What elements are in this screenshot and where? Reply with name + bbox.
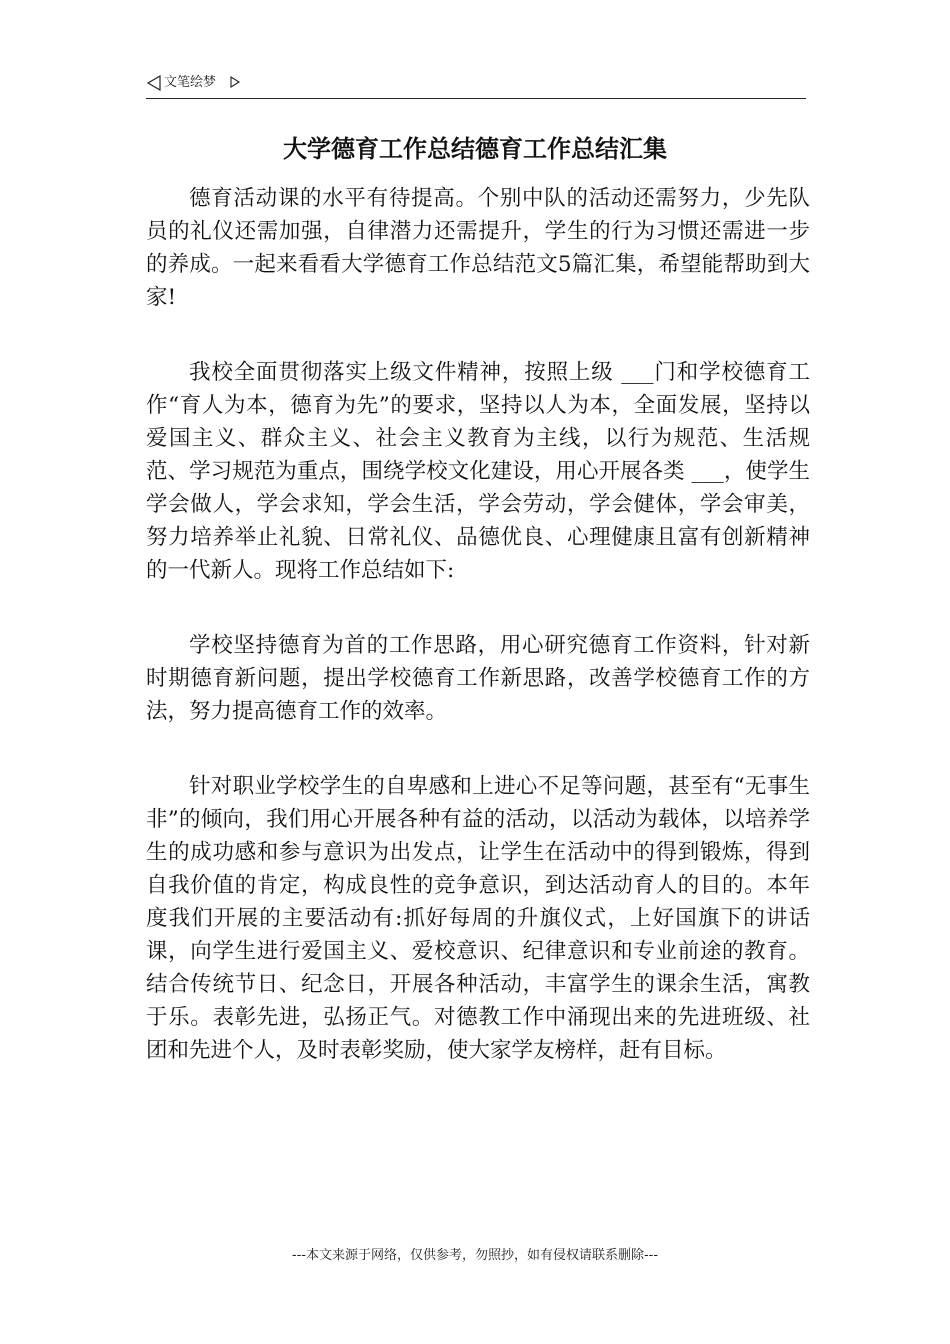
paragraph-gap — [146, 728, 810, 770]
page-header — [146, 72, 806, 99]
paragraph-gap — [146, 587, 810, 629]
paragraph-policy: 我校全面贯彻落实上级文件精神，按照上级 ___门和学校德育工作“育人为本，德育为先”的要求，坚持以人为本，全面发展，坚持以爱国主义、群众主义、社会主义教育为主线，以行为规范、生活规范、学习规范为重点，围绕学校文化建设，用心开展各类 ___，使学生学会做人，学会求知，学会生活，学会劳动，学会健体，学会审美，努力培养举止礼貌、日常礼仪、品德优良、心理健康且富有创新精神的一代新人。现将工作总结如下: — [146, 360, 810, 583]
header-brand: 文笔绘梦 — [164, 75, 217, 90]
document-title: 大学德育工作总结德育工作总结汇集 — [283, 135, 667, 163]
document-body — [146, 182, 810, 1067]
footer-disclaimer: ---本文来源于网络，仅供参考，勿照抄，如有侵权请联系删除--- — [291, 1248, 659, 1263]
paragraph-gap — [146, 314, 810, 356]
triangle-left-outline-icon — [146, 75, 162, 91]
triangle-right-outline-icon — [229, 76, 241, 88]
paragraph-activities: 针对职业学校学生的自卑感和上进心不足等问题，甚至有“无事生非”的倾向，我们用心开展各种有益的活动，以活动为载体，以培养学生的成功感和参与意识为出发点，让学生在活动中的得到锻炼，得到自我价值的肯定，构成良性的竞争意识，到达活动育人的目的。本年度我们开展的主要活动有:抓好每周的升旗仪式，上好国旗下的讲话课，向学生进行爱国主义、爱校意识、纪律意识和专业前途的教育。结合传统节日、纪念日，开展各种活动，丰富学生的课余生活，寓教于乐。表彰先进，弘扬正气。对德教工作中涌现出来的先进班级、社团和先进个人，及时表彰奖励，使大家学友榜样，赶有目标。 — [146, 774, 810, 1063]
paragraph-intro: 德育活动课的水平有待提高。个别中队的活动还需努力，少先队员的礼仪还需加强，自律潜力还需提升，学生的行为习惯还需进一步的养成。一起来看看大学德育工作总结范文5篇汇集，希望能帮助到大家! — [146, 186, 810, 310]
paragraph-approach: 学校坚持德育为首的工作思路，用心研究德育工作资料，针对新时期德育新问题，提出学校德育工作新思路，改善学校德育工作的方法，努力提高德育工作的效率。 — [146, 633, 810, 724]
